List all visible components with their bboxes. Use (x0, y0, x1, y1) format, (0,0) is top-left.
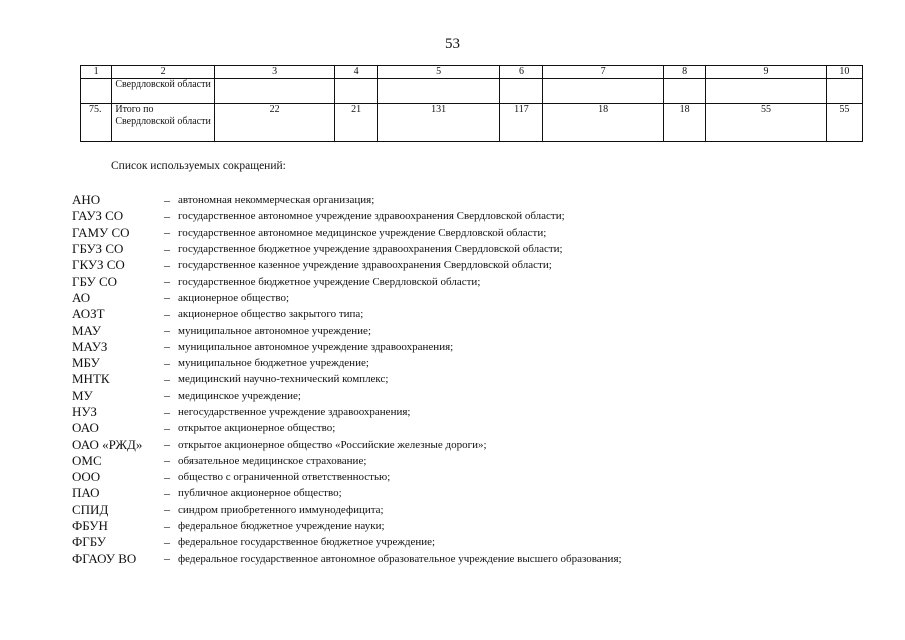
table-header-row (81, 66, 863, 79)
abbreviation-definition: государственное казенное учреждение здравоохранения Свердловской области; (178, 259, 552, 272)
header-cell: 7 (543, 66, 663, 79)
header-cell: 2 (112, 66, 215, 79)
abbreviation-definition: общество с ограниченной ответственностью; (178, 471, 391, 484)
abbreviation-code: МУ (72, 387, 93, 403)
table-cell (81, 79, 112, 104)
table-row (81, 79, 863, 104)
abbreviation-definition: медицинское учреждение; (178, 389, 301, 402)
abbreviation-code: ФБУН (72, 518, 108, 534)
abbreviation-code: ОАО «РЖД» (72, 436, 143, 452)
list-item (72, 306, 872, 322)
dash: – (164, 274, 170, 289)
abbreviation-code: СПИД (72, 501, 109, 517)
abbreviation-code: ОМС (72, 452, 102, 468)
list-item (72, 420, 872, 436)
header-cell: 10 (826, 66, 862, 79)
table-cell: 131 (377, 104, 500, 142)
dash: – (164, 355, 170, 370)
dash: – (164, 453, 170, 468)
abbreviation-code: АО (72, 289, 91, 305)
abbreviation-definition: акционерное общество закрытого типа; (178, 308, 364, 321)
abbreviation-definition: муниципальное автономное учреждение здравоохранения; (178, 340, 454, 353)
abbreviation-definition: обязательное медицинское страхование; (178, 454, 367, 467)
dash: – (164, 534, 170, 549)
abbreviation-code: НУЗ (72, 404, 97, 419)
list-item (72, 453, 872, 469)
abbreviation-definition: негосударственное учреждение здравоохранения; (178, 406, 411, 418)
table-row (81, 104, 863, 142)
list-item (72, 322, 872, 338)
abbreviation-code: ПАО (72, 485, 100, 501)
dash: – (164, 306, 170, 321)
dash: – (164, 388, 170, 403)
list-item (72, 290, 872, 306)
abbreviation-definition: государственное бюджетное учреждение Свердловской области; (178, 275, 481, 288)
list-item (72, 388, 872, 404)
table-cell (214, 79, 334, 104)
abbreviation-code: МНТК (72, 371, 110, 387)
dash: – (164, 502, 170, 517)
list-item (72, 534, 872, 550)
data-table (80, 65, 863, 142)
header-cell: 3 (214, 66, 334, 79)
dash: – (164, 551, 170, 566)
abbreviation-definition: федеральное государственное автономное образовательное учреждение высшего образования; (178, 552, 622, 565)
list-item (72, 371, 872, 387)
abbreviations-list (72, 192, 872, 567)
table-cell (663, 79, 706, 104)
abbreviation-definition: публичное акционерное общество; (178, 487, 342, 500)
header-cell: 6 (500, 66, 543, 79)
abbreviation-code: МБУ (72, 355, 100, 371)
abbreviation-code: ГКУЗ СО (72, 257, 125, 273)
header-cell: 8 (663, 66, 706, 79)
list-item (72, 208, 872, 224)
abbreviation-code: ГАМУ СО (72, 224, 130, 240)
list-item (72, 257, 872, 273)
abbreviation-code: АНО (72, 192, 101, 208)
abbreviation-definition: государственное автономное учреждение здравоохранения Свердловской области; (178, 210, 565, 223)
table-cell (377, 79, 500, 104)
abbreviation-definition: медицинский научно-технический комплекс; (178, 373, 389, 386)
dash: – (164, 469, 170, 484)
table-cell: Свердловской области (112, 79, 215, 104)
abbreviation-definition: государственное автономное медицинское учреждение Свердловской области; (178, 226, 547, 239)
list-item (72, 485, 872, 501)
list-item (72, 518, 872, 534)
abbreviation-definition: автономная некоммерческая организация; (178, 194, 375, 207)
page-number: 53 (445, 36, 460, 52)
abbreviation-definition: муниципальное бюджетное учреждение; (178, 357, 369, 370)
table-cell: 22 (214, 104, 334, 142)
abbreviation-definition: синдром приобретенного иммунодефицита; (178, 503, 384, 516)
dash: – (164, 371, 170, 386)
abbreviation-definition: акционерное общество; (178, 291, 290, 304)
abbreviation-definition: муниципальное автономное учреждение; (178, 324, 371, 337)
table-cell (706, 79, 826, 104)
list-item (72, 502, 872, 518)
list-item (72, 339, 872, 355)
abbreviation-code: ГАУЗ СО (72, 208, 124, 224)
list-item (72, 241, 872, 257)
abbreviations-title: Список используемых сокращений: (111, 160, 286, 172)
dash: – (164, 323, 170, 338)
dash: – (164, 437, 170, 452)
header-cell: 5 (377, 66, 500, 79)
table-cell (826, 79, 862, 104)
abbreviation-code: ООО (72, 469, 101, 485)
abbreviation-definition: федеральное государственное бюджетное учреждение; (178, 536, 436, 549)
table-cell: 55 (706, 104, 826, 142)
list-item (72, 192, 872, 208)
table-cell (335, 79, 378, 104)
table-cell: 75. (81, 104, 112, 142)
dash: – (164, 257, 170, 272)
abbreviation-definition: государственное бюджетное учреждение здравоохранения Свердловской области; (178, 243, 563, 256)
abbreviation-code: ГБУ СО (72, 273, 118, 289)
list-item (72, 551, 872, 567)
header-cell: 4 (335, 66, 378, 79)
abbreviation-code: МАУ (72, 322, 102, 338)
dash: – (164, 339, 170, 354)
dash: – (164, 404, 170, 419)
table-cell: 18 (543, 104, 663, 142)
table-cell: 18 (663, 104, 706, 142)
abbreviation-definition: федеральное бюджетное учреждение науки; (178, 520, 385, 533)
table-cell (543, 79, 663, 104)
list-item (72, 436, 872, 452)
list-item (72, 225, 872, 241)
dash: – (164, 241, 170, 256)
header-cell: 1 (81, 66, 112, 79)
list-item (72, 469, 872, 485)
abbreviation-code: АОЗТ (72, 306, 105, 322)
list-item (72, 355, 872, 371)
abbreviation-code: ГБУЗ СО (72, 241, 124, 257)
table-cell: 21 (335, 104, 378, 142)
dash: – (164, 225, 170, 240)
dash: – (164, 208, 170, 223)
abbreviation-code: ОАО (72, 420, 99, 436)
abbreviation-definition: открытое акционерное общество; (178, 422, 336, 435)
abbreviation-code: ФГБУ (72, 534, 106, 550)
dash: – (164, 420, 170, 435)
dash: – (164, 290, 170, 305)
abbreviation-definition: открытое акционерное общество «Российские железные дороги»; (178, 438, 487, 451)
abbreviation-code: МАУЗ (72, 338, 108, 354)
header-cell: 9 (706, 66, 826, 79)
list-item (72, 404, 872, 420)
table-cell: 117 (500, 104, 543, 142)
abbreviation-code: ФГАОУ ВО (72, 550, 137, 566)
table-cell (500, 79, 543, 104)
dash: – (164, 485, 170, 500)
table-cell: 55 (826, 104, 862, 142)
dash: – (164, 518, 170, 533)
list-item (72, 273, 872, 289)
table-cell: Итого по Свердловской области (112, 104, 215, 142)
dash: – (164, 192, 170, 207)
